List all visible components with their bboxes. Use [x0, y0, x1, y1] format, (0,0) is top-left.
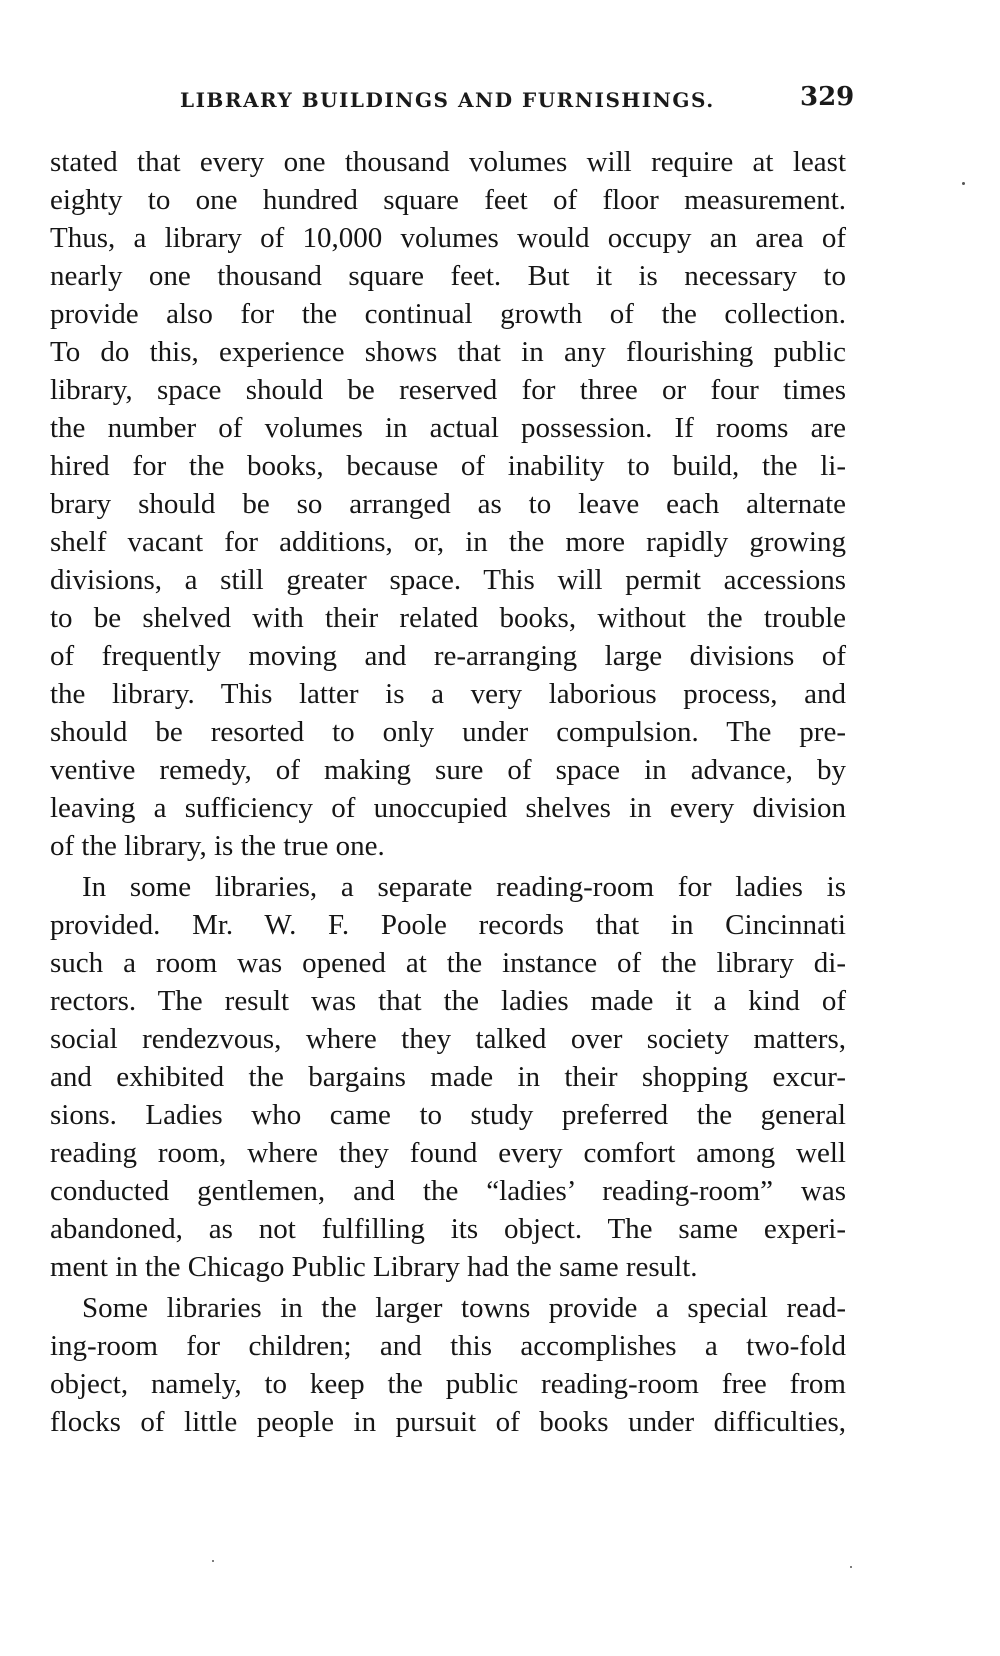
text-line: the number of volumes in actual possession. If rooms are — [50, 412, 846, 444]
text-line: ventive remedy, of making sure of space in advance, by — [50, 754, 846, 786]
text-line: to be shelved with their related books, without the trouble — [50, 602, 846, 634]
text-line: Thus, a library of 10,000 volumes would occupy an area of — [50, 222, 846, 254]
text-line: shelf vacant for additions, or, in the more rapidly growing — [50, 526, 846, 558]
text-line: abandoned, as not fulfilling its object. The same experi- — [50, 1213, 846, 1245]
text-line: rectors. The result was that the ladies made it a kind of — [50, 985, 846, 1017]
scan-speck — [212, 1560, 214, 1562]
text-line: brary should be so arranged as to leave each alternate — [50, 488, 846, 520]
text-line: hired for the books, because of inability to build, the li- — [50, 450, 846, 482]
text-line: In some libraries, a separate reading-room for ladies is — [82, 871, 846, 903]
text-line: reading room, where they found every comfort among well — [50, 1137, 846, 1169]
text-line: library, space should be reserved for three or four times — [50, 374, 846, 406]
text-line: object, namely, to keep the public reading-room free from — [50, 1368, 846, 1400]
text-line: and exhibited the bargains made in their shopping excur- — [50, 1061, 846, 1093]
text-line: stated that every one thousand volumes will require at least — [50, 146, 846, 178]
text-line: Some libraries in the larger towns provide a special read- — [82, 1292, 846, 1324]
text-line: leaving a sufficiency of unoccupied shelves in every division — [50, 792, 846, 824]
text-line: provided. Mr. W. F. Poole records that in Cincinnati — [50, 909, 846, 941]
text-line: To do this, experience shows that in any flourishing public — [50, 336, 846, 368]
text-line: provide also for the continual growth of the collection. — [50, 298, 846, 330]
text-line: nearly one thousand square feet. But it is necessary to — [50, 260, 846, 292]
scan-speck — [850, 1566, 852, 1568]
text-line: the library. This latter is a very laborious process, and — [50, 678, 846, 710]
page-number: 329 — [800, 82, 855, 112]
running-head: LIBRARY BUILDINGS AND FURNISHINGS. — [180, 88, 715, 112]
text-line: sions. Ladies who came to study preferred the general — [50, 1099, 846, 1131]
text-line: ing-room for children; and this accomplishes a two-fold — [50, 1330, 846, 1362]
text-line: ment in the Chicago Public Library had the same result. — [50, 1251, 698, 1283]
text-line: social rendezvous, where they talked over society matters, — [50, 1023, 846, 1055]
text-line: of frequently moving and re-arranging large divisions of — [50, 640, 846, 672]
text-line: such a room was opened at the instance of the library di- — [50, 947, 846, 979]
text-line: conducted gentlemen, and the “ladies’ reading-room” was — [50, 1175, 846, 1207]
text-line: of the library, is the true one. — [50, 830, 385, 862]
text-line: flocks of little people in pursuit of books under difficulties, — [50, 1406, 846, 1438]
text-line: should be resorted to only under compulsion. The pre- — [50, 716, 846, 748]
text-line: eighty to one hundred square feet of floor measurement. — [50, 184, 846, 216]
scan-speck — [962, 182, 965, 185]
text-line: divisions, a still greater space. This will permit accessions — [50, 564, 846, 596]
